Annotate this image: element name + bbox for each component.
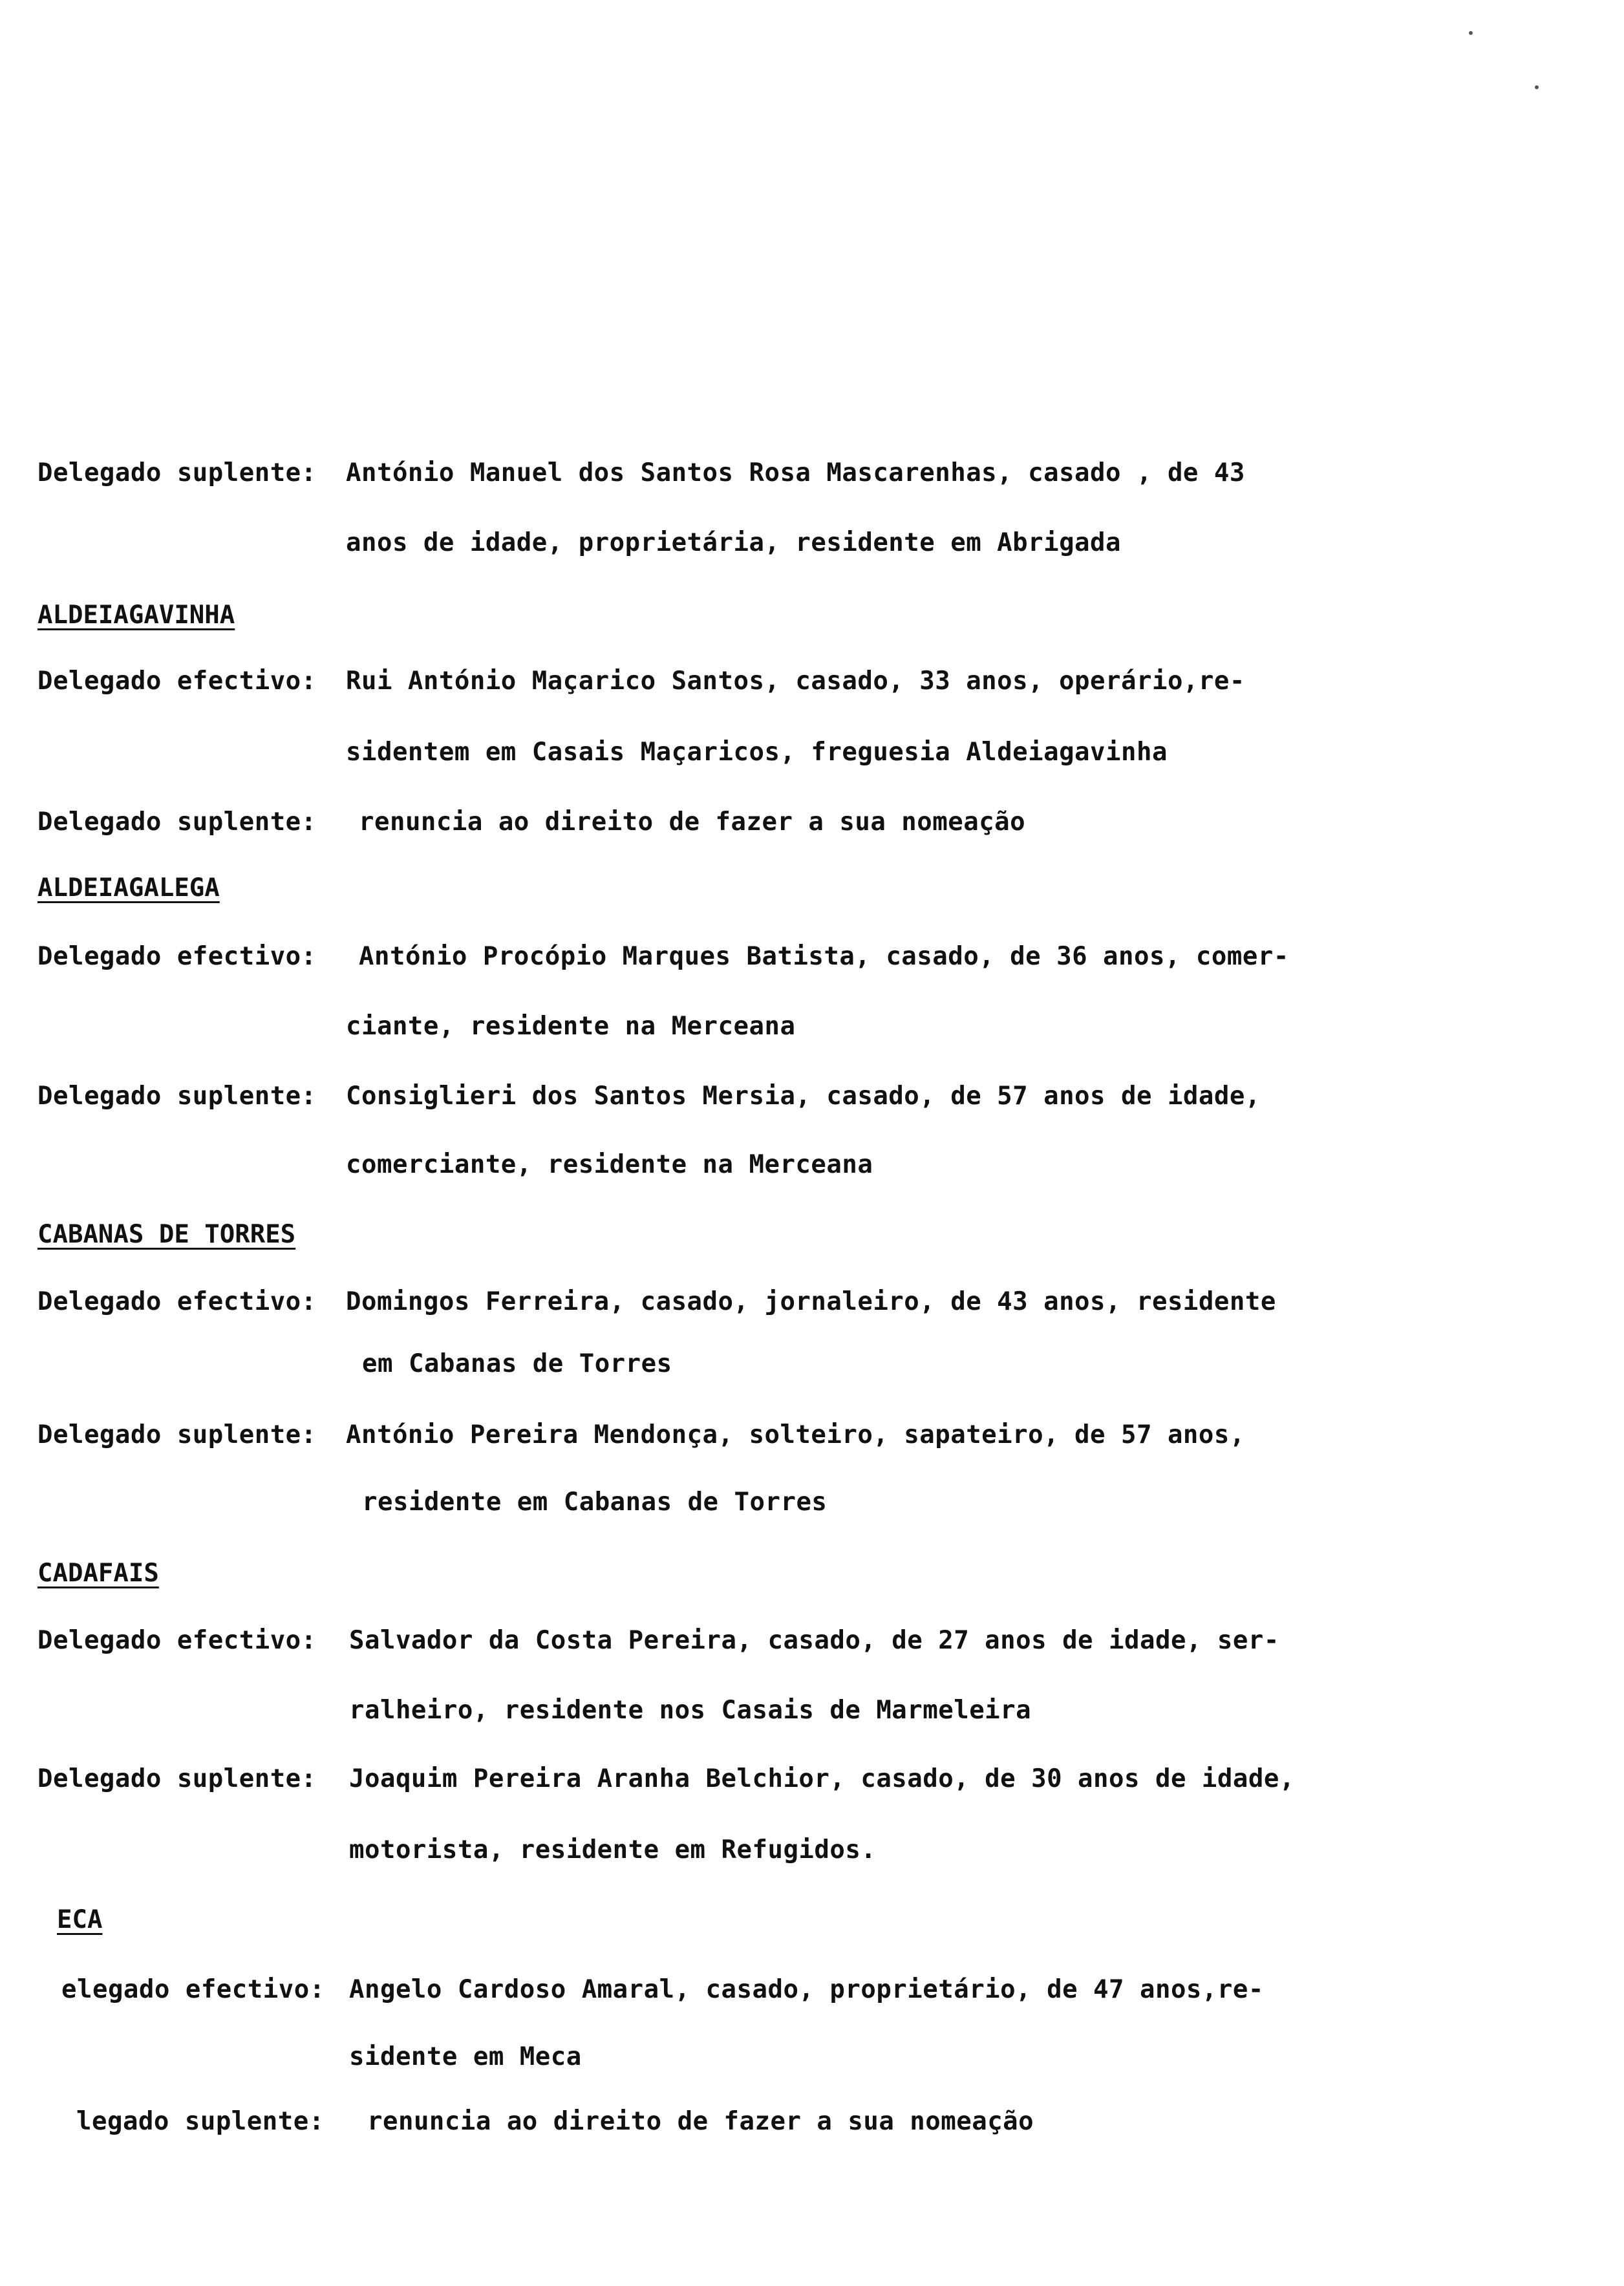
entry-label: legado suplente:: [76, 2107, 325, 2136]
entry-label: Delegado suplente:: [37, 458, 317, 487]
entry-text-line: Consiglieri dos Santos Mersia, casado, de 57 anos de idade,: [346, 1082, 1261, 1111]
section-heading: ALDEIAGAVINHA: [37, 601, 235, 630]
entry-label: Delegado suplente:: [37, 807, 317, 837]
entry-text-line: motorista, residente em Refugidos.: [349, 1835, 877, 1864]
entry-label: Delegado efectivo:: [37, 942, 317, 971]
entry-text-line: renuncia ao direito de fazer a sua nomeação: [359, 807, 1026, 837]
scan-speck: [1535, 85, 1539, 89]
entry-label: Delegado suplente:: [37, 1764, 317, 1793]
entry-text-line: António Manuel dos Santos Rosa Mascarenhas, casado , de 43: [346, 458, 1245, 487]
entry-text-line: António Procópio Marques Batista, casado, de 36 anos, comer-: [359, 942, 1289, 971]
entry-label: elegado efectivo:: [61, 1975, 325, 2004]
entry-text-line: Angelo Cardoso Amaral, casado, proprietário, de 47 anos,re-: [349, 1975, 1264, 2004]
entry-label: Delegado efectivo:: [37, 1287, 317, 1316]
entry-label: Delegado suplente:: [37, 1420, 317, 1449]
entry-text-line: António Pereira Mendonça, solteiro, sapateiro, de 57 anos,: [346, 1420, 1245, 1449]
entry-label: Delegado suplente:: [37, 1082, 317, 1111]
entry-text-line: residente em Cabanas de Torres: [362, 1488, 828, 1517]
entry-text-line: comerciante, residente na Merceana: [346, 1150, 873, 1179]
entry-text-line: renuncia ao direito de fazer a sua nomeação: [367, 2107, 1034, 2136]
entry-text-line: em Cabanas de Torres: [362, 1349, 672, 1378]
entry-text-line: Domingos Ferreira, casado, jornaleiro, de 43 anos, residente: [346, 1287, 1276, 1316]
entry-text-line: Rui António Maçarico Santos, casado, 33 anos, operário,re-: [346, 667, 1245, 696]
entry-label: Delegado efectivo:: [37, 1626, 317, 1655]
section-heading: CABANAS DE TORRES: [37, 1220, 296, 1249]
entry-text-line: ciante, residente na Merceana: [346, 1012, 796, 1041]
entry-text-line: sidente em Meca: [349, 2042, 582, 2071]
entry-text-line: sidentem em Casais Maçaricos, freguesia Aldeiagavinha: [346, 738, 1168, 767]
scan-speck: [1469, 31, 1473, 35]
entry-text-line: ralheiro, residente nos Casais de Marmeleira: [349, 1696, 1032, 1725]
entry-text-line: anos de idade, proprietária, residente em Abrigada: [346, 528, 1121, 557]
entry-label: Delegado efectivo:: [37, 667, 317, 696]
section-heading: ALDEIAGALEGA: [37, 873, 220, 903]
section-heading: CADAFAIS: [37, 1559, 159, 1588]
entry-text-line: Joaquim Pereira Aranha Belchior, casado, de 30 anos de idade,: [349, 1764, 1295, 1793]
entry-text-line: Salvador da Costa Pereira, casado, de 27 anos de idade, ser-: [349, 1626, 1279, 1655]
section-heading: ECA: [57, 1905, 103, 1934]
